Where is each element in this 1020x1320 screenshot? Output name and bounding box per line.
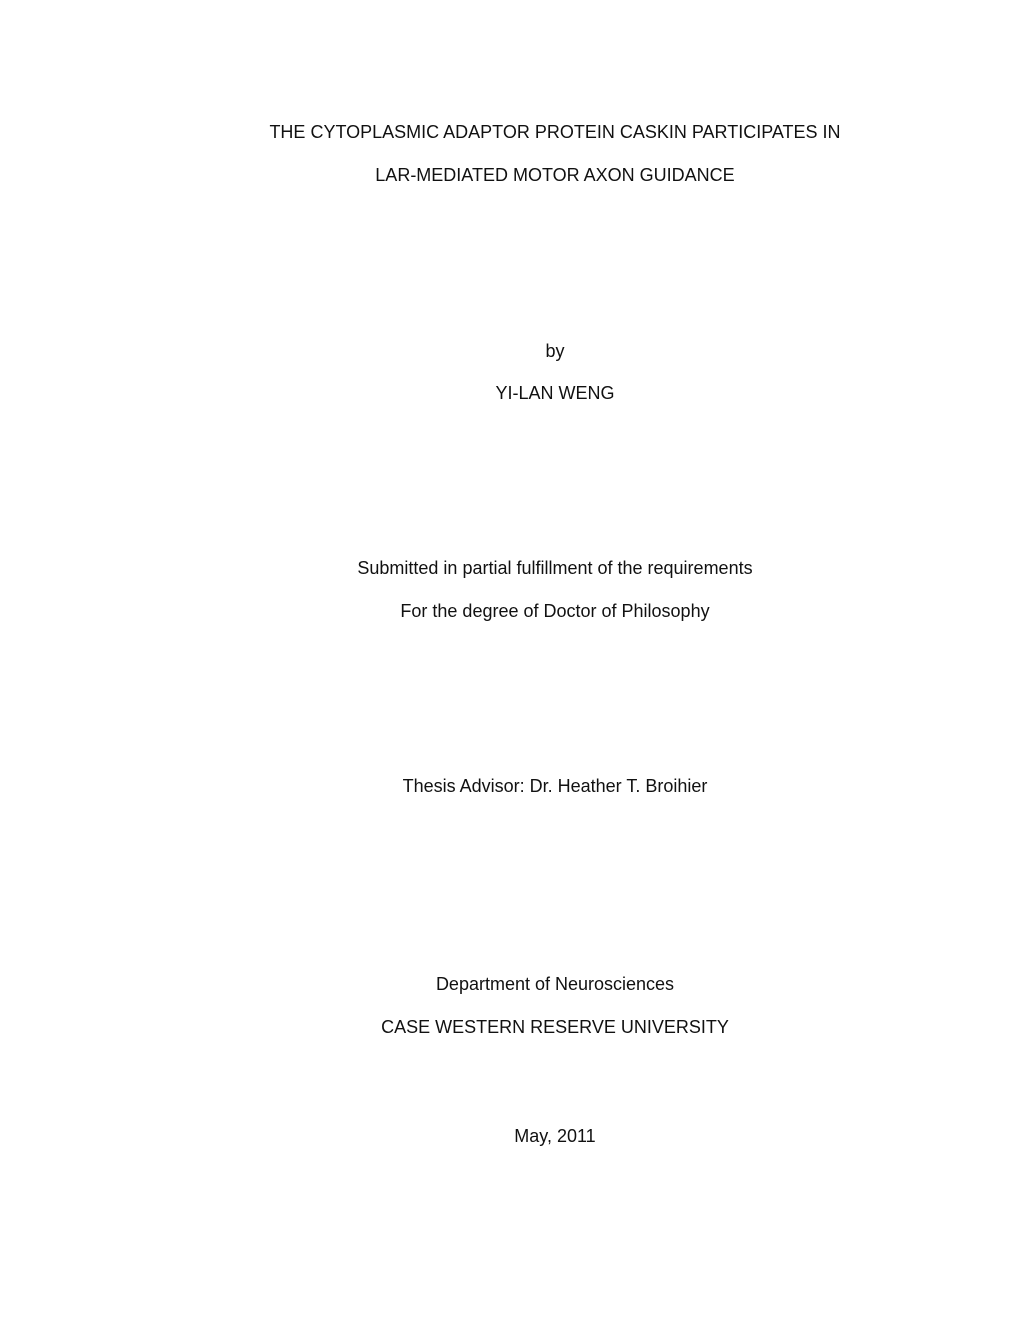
thesis-advisor: Thesis Advisor: Dr. Heather T. Broihier [402, 776, 708, 796]
university: CASE WESTERN RESERVE UNIVERSITY [381, 1017, 729, 1037]
author-name: YI-LAN WENG [495, 383, 615, 403]
degree-statement: For the degree of Doctor of Philosophy [400, 601, 710, 621]
submission-date: May, 2011 [514, 1126, 596, 1146]
submission-statement: Submitted in partial fulfillment of the requirements [357, 558, 753, 578]
title-line-2: LAR-MEDIATED MOTOR AXON GUIDANCE [375, 165, 735, 185]
by-label: by [545, 341, 565, 361]
department: Department of Neurosciences [435, 974, 675, 994]
title-line-1: THE CYTOPLASMIC ADAPTOR PROTEIN CASKIN PARTICIPATES IN [269, 122, 841, 142]
